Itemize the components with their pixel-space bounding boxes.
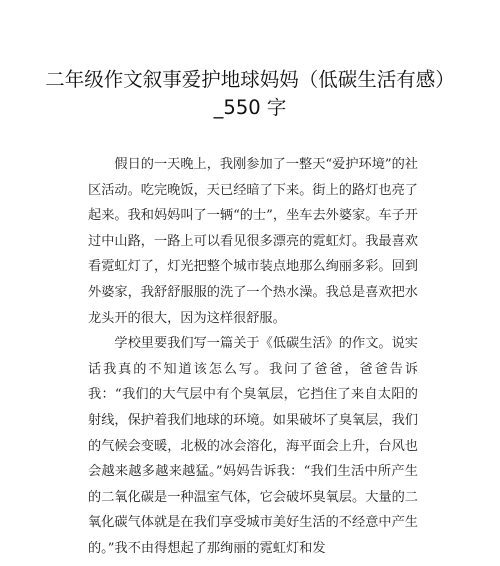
- paragraph: 假日的一天晚上，我刚参加了一整天“爱护环境”的社区活动。吃完晚饭，天已经暗了下来。街上的路灯也亮了起来。我和妈妈叫了一辆“的士”，坐车去外婆家。车子开过中山路，一路上可以看见很多漂亮的霓虹灯。我最喜欢看霓虹灯了，灯光把整个城市装点地那么绚丽多彩。回到外婆家，我舒舒服服的洗了一个热水澡。我总是喜欢把水龙头开的很大，因为这样很舒服。: [88, 157, 418, 326]
- document-body: [88, 152, 418, 562]
- paragraph: 学校里要我们写一篇关于《低碳生活》的作文。说实话我真的不知道该怎么写。我问了爸爸，爸爸告诉我：“我们的大气层中有个臭氧层，它挡住了来自太阳的射线，保护着我们地球的环境。如果破坏了臭氧层，我们的气候会变暖，北极的冰会溶化，海平面会上升，台风也会越来越多越来越猛。”妈妈告诉我：“我们生活中所产生的二氧化碳是一种温室气体，它会破坏臭氧层。大量的二氧化碳气体就是在我们享受城市美好生活的不经意中产生的。”我不由得想起了那绚丽的霓虹灯和发: [88, 336, 418, 556]
- document-title: 二年级作文叙事爱护地球妈妈（低碳生活有感）_550 字: [45, 68, 455, 119]
